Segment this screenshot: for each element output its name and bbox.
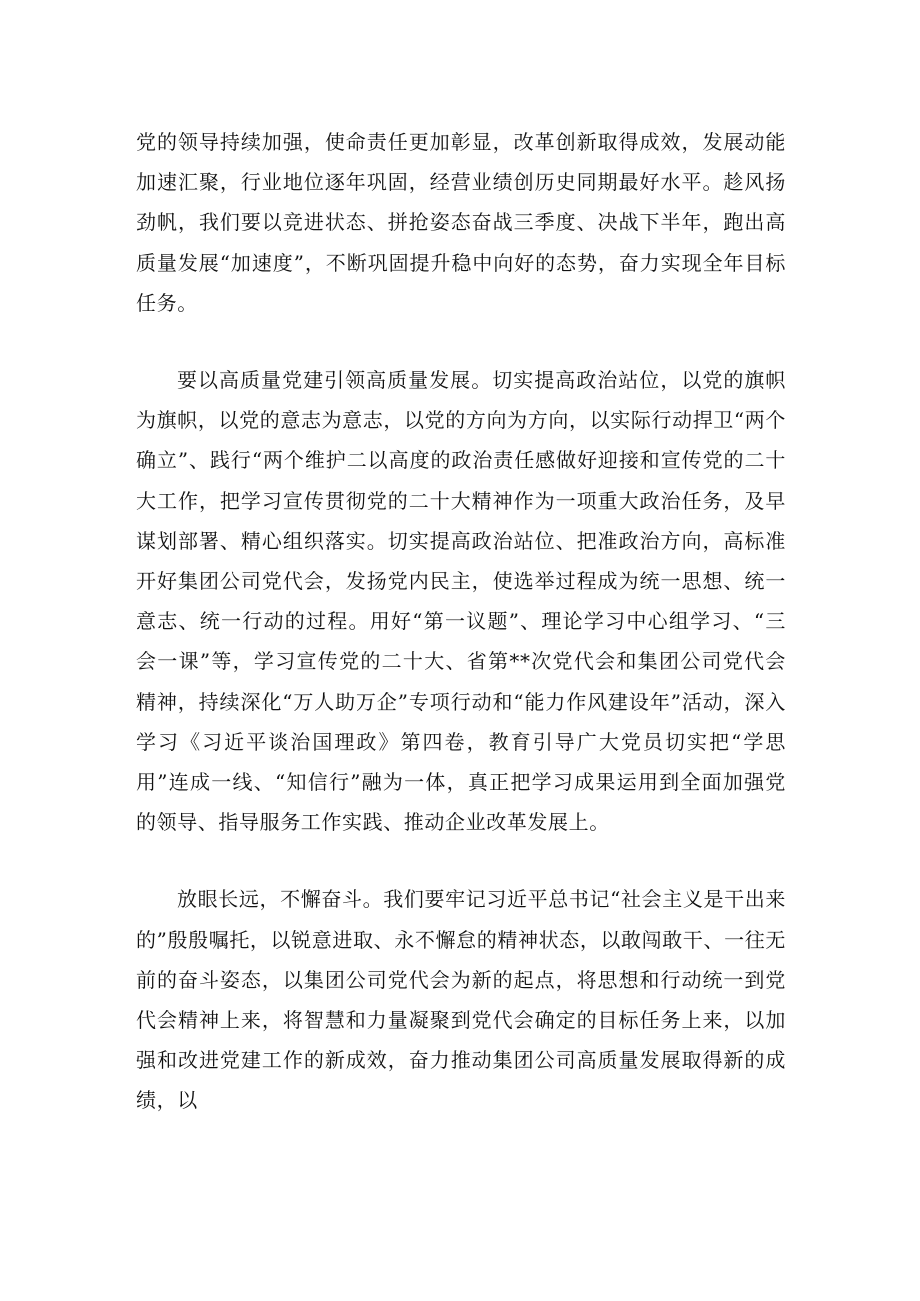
paragraph-3: 放眼长远，不懈奋斗。我们要牢记习近平总书记“社会主义是干出来的”殷殷嘱托，以锐意进取、永不懈怠的精神状态，以敢闯敢干、一往无前的奋斗姿态，以集团公司党代会为新的起点，将思想和行动统一到党代会精神上来，将智慧和力量凝聚到党代会确定的目标任务上来，以加强和改进党建工作的新成效，奋力推动集团公司高质量发展取得新的成绩，以 bbox=[136, 887, 786, 1113]
paragraph-2: 要以高质量党建引领高质量发展。切实提高政治站位，以党的旗帜为旗帜，以党的意志为意志，以党的方向为方向，以实际行动捍卫“两个确立”、践行“两个维护二以高度的政治责任感做好迎接和宣传党的二十大工作，把学习宣传贯彻党的二十大精神作为一项重大政治任务，及早谋划部署、精心组织落实。切实提高政治站位、把准政治方向，高标准开好集团公司党代会，发扬党内民主，使选举过程成为统一思想、统一意志、统一行动的过程。用好“第一议题”、理论学习中心组学习、“三会一课”等，学习宣传党的二十大、省第**次党代会和集团公司党代会精神，持续深化“万人助万企”专项行动和“能力作风建设年”活动，深入学习《习近平谈治国理政》第四卷，教育引导广大党员切实把“学思用”连成一线、“知信行”融为一体，真正把学习成果运用到全面加强党的领导、指导服务工作实践、推动企业改革发展上。 bbox=[136, 368, 786, 835]
document-body bbox=[136, 122, 786, 1121]
paragraph-1: 党的领导持续加强，使命责任更加彰显，改革创新取得成效，发展动能加速汇聚，行业地位逐年巩固，经营业绩创历史同期最好水平。趁风扬劲帆，我们要以竞进状态、拼抢姿态奋战三季度、决战下半年，跑出高质量发展“加速度”，不断巩固提升稳中向好的态势，奋力实现全年目标任务。 bbox=[136, 130, 786, 315]
